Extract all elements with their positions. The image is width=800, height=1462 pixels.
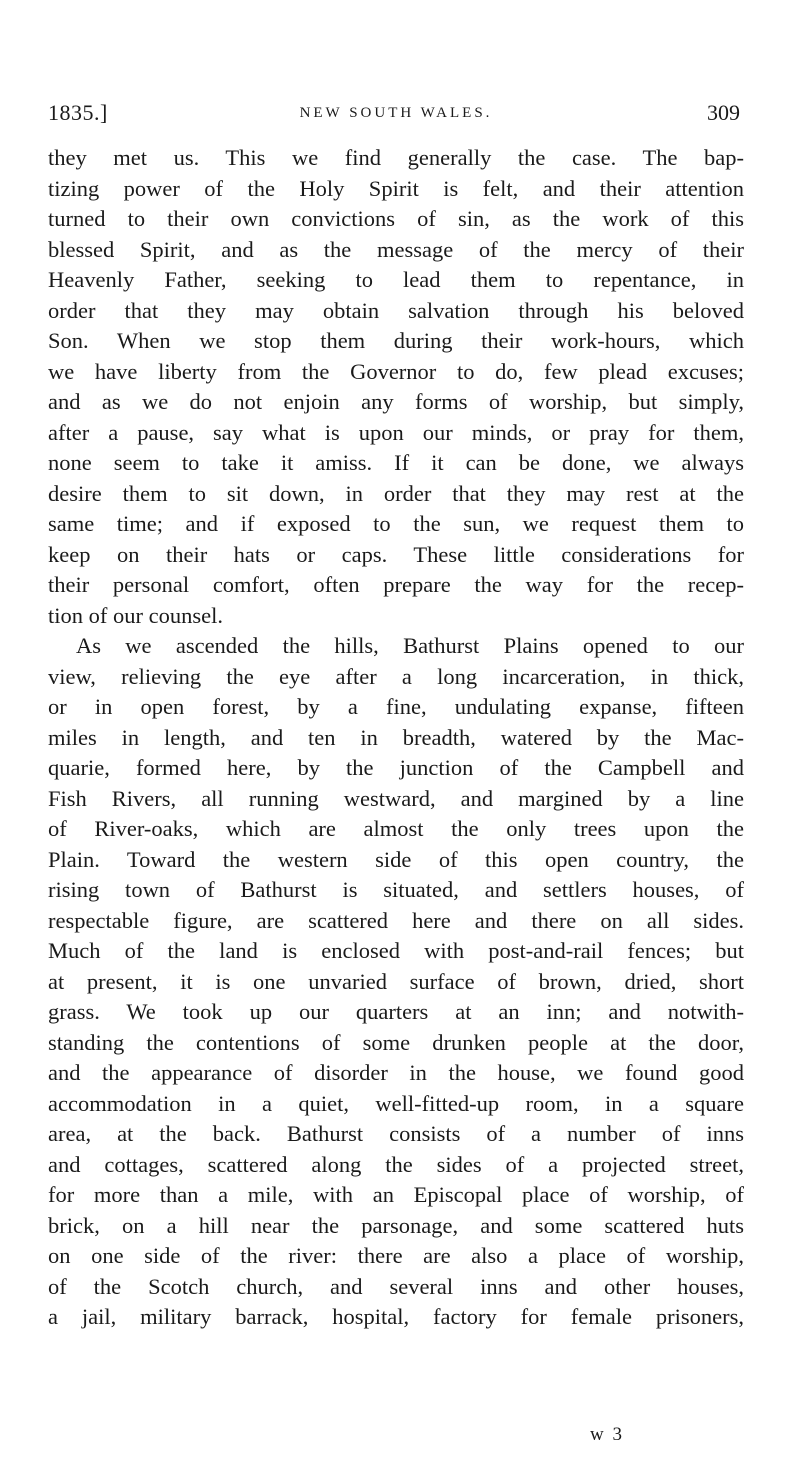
text-line: at present, it is one unvaried surface of brown, dried, short — [48, 968, 744, 994]
text-line: we have liberty from the Governor to do, few plead excuses; — [48, 358, 744, 384]
text-line: brick, on a hill near the parsonage, and some scattered huts — [48, 1212, 744, 1238]
text-line: turned to their own convictions of sin, as the work of this — [48, 206, 744, 231]
text-line: view, relieving the eye after a long incarceration, in thick, — [48, 663, 744, 689]
text-line: area, at the back. Bathurst consists of a number of inns — [48, 1121, 744, 1146]
text-line: after a pause, say what is upon our minds, or pray for them, — [48, 419, 744, 445]
text-line: miles in length, and ten in breadth, watered by the Mac- — [48, 724, 744, 750]
text-line: grass. We took up our quarters at an inn; and notwith- — [48, 999, 744, 1024]
page-number: 309 — [707, 100, 740, 125]
paragraph-end-line: tion of our counsel. — [48, 602, 223, 628]
text-line: Plain. Toward the western side of this open country, the — [48, 846, 744, 872]
text-line: none seem to take it amiss. If it can be done, we always — [48, 450, 744, 475]
paragraph-start-line: As we ascended the hills, Bathurst Plains opened to our — [76, 633, 744, 658]
text-line: Fish Rivers, all running westward, and margined by a line — [48, 785, 744, 811]
text-line: and cottages, scattered along the sides of a projected street, — [48, 1151, 744, 1177]
text-line: order that they may obtain salvation through his beloved — [48, 297, 744, 323]
signature-mark: w 3 — [590, 1424, 624, 1445]
text-line: of the Scotch church, and several inns and other houses, — [48, 1273, 744, 1299]
text-line: and as we do not enjoin any forms of worship, but simply, — [48, 389, 744, 414]
running-head — [48, 98, 744, 128]
text-line: desire them to sit down, in order that they may rest at the — [48, 480, 744, 506]
text-line: keep on their hats or caps. These little considerations for — [48, 541, 744, 567]
text-line: or in open forest, by a fine, undulating expanse, fifteen — [48, 694, 744, 719]
text-line: a jail, military barrack, hospital, factory for female prisoners, — [48, 1304, 744, 1329]
running-head-year: 1835.] — [48, 100, 108, 125]
text-line: rising town of Bathurst is situated, and settlers houses, of — [48, 877, 744, 902]
body-text — [48, 143, 744, 1333]
text-line: for more than a mile, with an Episcopal place of worship, of — [48, 1182, 744, 1207]
text-line: Much of the land is enclosed with post-and-rail fences; but — [48, 938, 744, 963]
text-line: on one side of the river: there are also a place of worship, — [48, 1243, 744, 1268]
text-line: their personal comfort, often prepare the way for the recep- — [48, 572, 744, 597]
text-line: and the appearance of disorder in the house, we found good — [48, 1060, 744, 1085]
text-line: Son. When we stop them during their work-hours, which — [48, 328, 744, 353]
text-line: same time; and if exposed to the sun, we request them to — [48, 511, 744, 536]
text-line: accommodation in a quiet, well-fitted-up room, in a square — [48, 1090, 744, 1116]
text-line: respectable figure, are scattered here and there on all sides. — [48, 907, 744, 933]
text-line: of River-oaks, which are almost the only trees upon the — [48, 816, 744, 841]
text-line: quarie, formed here, by the junction of the Campbell and — [48, 755, 744, 780]
running-head-title: NEW SOUTH WALES. — [299, 105, 493, 121]
text-line: Heavenly Father, seeking to lead them to repentance, in — [48, 267, 744, 292]
text-line: standing the contentions of some drunken people at the door, — [48, 1029, 744, 1055]
text-line: they met us. This we find generally the case. The bap- — [48, 145, 744, 170]
text-line: tizing power of the Holy Spirit is felt, and their attention — [48, 175, 744, 201]
text-line: blessed Spirit, and as the message of the mercy of their — [48, 236, 744, 262]
